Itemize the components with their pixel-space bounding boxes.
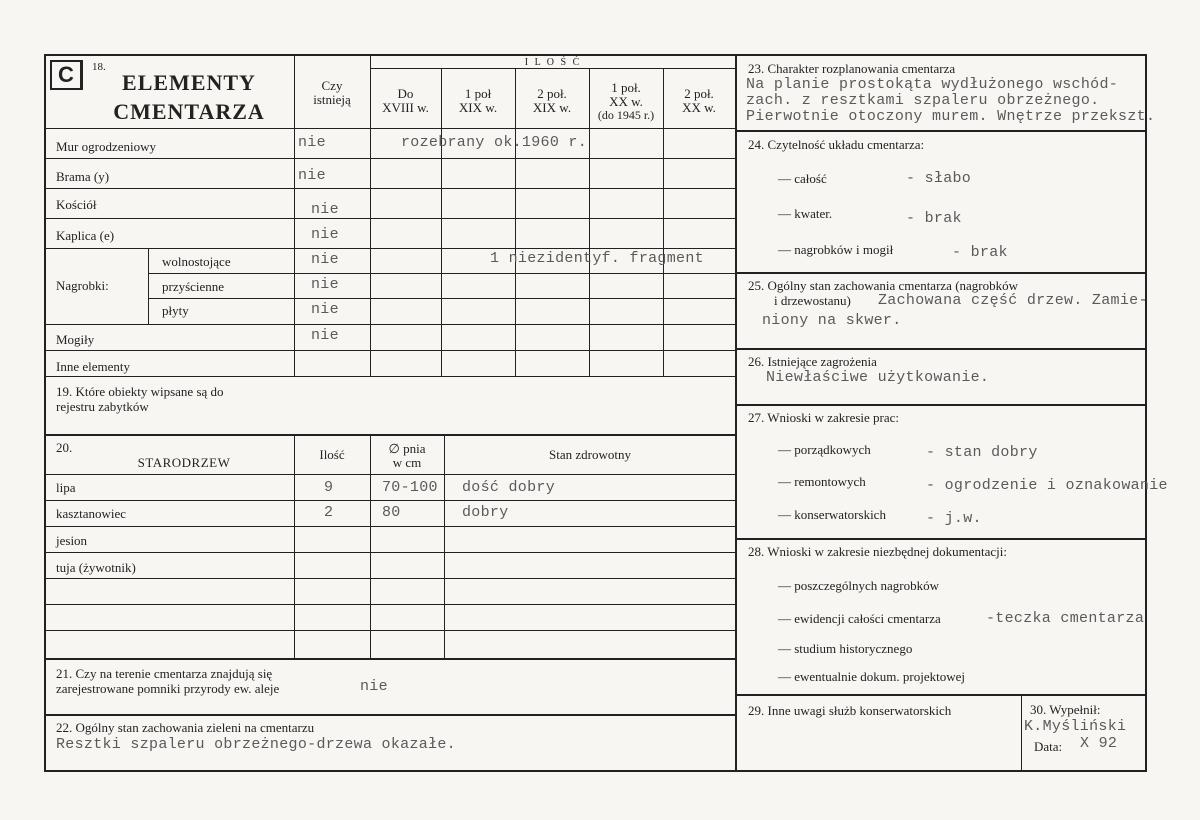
block24-value2: - brak bbox=[906, 210, 962, 227]
line bbox=[294, 435, 295, 658]
block25-answer2: niony na skwer. bbox=[762, 312, 902, 329]
value-wolnostojace: nie bbox=[311, 251, 339, 268]
block20-title: STARODRZEW bbox=[137, 455, 231, 470]
row-brama: Brama (y) bbox=[56, 169, 110, 184]
line bbox=[44, 350, 736, 351]
block30-label: 30. Wypełnił: bbox=[1030, 702, 1101, 717]
block28-item1: — poszczególnych nagrobków bbox=[778, 578, 940, 593]
line bbox=[444, 435, 445, 658]
line bbox=[44, 604, 736, 605]
frame-right bbox=[1145, 54, 1147, 772]
column-divider bbox=[735, 54, 737, 772]
value-kaplica: nie bbox=[311, 226, 339, 243]
col5-b: XX w. bbox=[682, 100, 716, 115]
line bbox=[44, 188, 736, 189]
lipa-pien: 70-100 bbox=[382, 479, 438, 496]
col-pnia-2: w cm bbox=[392, 455, 422, 470]
block20-number: 20. bbox=[56, 440, 73, 455]
line bbox=[44, 158, 736, 159]
lipa-ilosc: 9 bbox=[324, 479, 334, 496]
line bbox=[736, 272, 1146, 274]
block28-item3: — studium historycznego bbox=[778, 641, 913, 656]
block25-line1: 25. Ogólny stan zachowania cmentarza (nagrobków bbox=[748, 278, 1019, 293]
block30-name: K.Myśliński bbox=[1024, 718, 1127, 735]
block27-label: 27. Wnioski w zakresie prac: bbox=[748, 410, 900, 425]
block26-label: 26. Istniejące zagrożenia bbox=[748, 354, 877, 369]
col3-a: 2 poł. bbox=[537, 86, 567, 101]
value-kosciol: nie bbox=[311, 201, 339, 218]
value-przyscienne: nie bbox=[311, 276, 339, 293]
block18-title-2: CMENTARZA bbox=[113, 99, 265, 124]
block27-value3: - j.w. bbox=[926, 510, 982, 527]
czy-istnieja-2: istnieją bbox=[313, 92, 351, 107]
ilosc-header: I L O Ś Ć bbox=[524, 57, 582, 68]
line bbox=[148, 298, 736, 299]
block23-text2: zach. z resztkami szpaleru obrzeżnego. bbox=[746, 92, 1100, 109]
row-plyty: płyty bbox=[162, 303, 189, 318]
line bbox=[44, 526, 736, 527]
block30-date-label: Data: bbox=[1034, 739, 1063, 754]
col-pnia-1: ∅ pnia bbox=[388, 441, 426, 456]
row-inne: Inne elementy bbox=[56, 359, 130, 374]
block24-item3: — nagrobków i mogił bbox=[778, 242, 894, 257]
inventory-card bbox=[44, 54, 1168, 772]
block22-label: 22. Ogólny stan zachowania zieleni na cmentarzu bbox=[56, 720, 315, 735]
frame-bottom bbox=[44, 770, 1147, 772]
tree-lipa: lipa bbox=[56, 480, 76, 495]
block18-title-1: ELEMENTY bbox=[122, 70, 256, 95]
block29-label: 29. Inne uwagi służb konserwatorskich bbox=[748, 703, 952, 718]
section-letter: C bbox=[50, 60, 83, 90]
block19-line1: 19. Które obiekty wipsane są do bbox=[56, 384, 224, 399]
block28-label: 28. Wnioski w zakresie niezbędnej dokumentacji: bbox=[748, 544, 1007, 559]
col3-b: XIX w. bbox=[532, 100, 572, 115]
block30-date: X 92 bbox=[1080, 735, 1118, 752]
block19-line2: rejestru zabytków bbox=[56, 399, 149, 414]
tree-kasztanowiec: kasztanowiec bbox=[56, 506, 127, 521]
line bbox=[736, 694, 1146, 696]
lipa-stan: dość dobry bbox=[462, 479, 556, 496]
block28-value2: -teczka cmentarza bbox=[986, 610, 1145, 627]
row-nagrobki: Nagrobki: bbox=[56, 278, 109, 293]
col4-c: (do 1945 r.) bbox=[597, 108, 655, 122]
block27-value1: - stan dobry bbox=[926, 444, 1038, 461]
block23-label: 23. Charakter rozplanowania cmentarza bbox=[748, 61, 956, 76]
value-mogily: nie bbox=[311, 327, 339, 344]
line bbox=[148, 273, 736, 274]
col2-b: XIX w. bbox=[458, 100, 498, 115]
block23-text1: Na planie prostokąta wydłużonego wschód- bbox=[746, 76, 1119, 93]
line bbox=[44, 376, 736, 377]
note-mur: rozebrany ok.1960 r. bbox=[401, 134, 588, 151]
line bbox=[736, 404, 1146, 406]
block27-value2: - ogrodzenie i oznakowanie bbox=[926, 477, 1168, 494]
czy-istnieja-1: Czy bbox=[321, 78, 343, 93]
frame-left bbox=[44, 54, 46, 772]
line bbox=[44, 714, 736, 716]
block27-item2: — remontowych bbox=[778, 474, 866, 489]
block24-value3: - brak bbox=[952, 244, 1008, 261]
note-fragment: 1 niezidentyf. fragment bbox=[490, 250, 704, 267]
block21-answer: nie bbox=[360, 678, 388, 695]
row-kosciol: Kościół bbox=[56, 197, 97, 212]
line bbox=[736, 348, 1146, 350]
row-mogily: Mogiły bbox=[56, 332, 95, 347]
line bbox=[736, 538, 1146, 540]
line bbox=[44, 128, 736, 129]
line bbox=[736, 130, 1146, 132]
line bbox=[44, 434, 736, 436]
line bbox=[44, 578, 736, 579]
col1-a: Do bbox=[397, 86, 414, 101]
block28-item2: — ewidencji całości cmentarza bbox=[778, 611, 941, 626]
value-mur: nie bbox=[298, 134, 326, 151]
block27-item3: — konserwatorskich bbox=[778, 507, 886, 522]
col2-a: 1 poł bbox=[464, 86, 492, 101]
tree-tuja: tuja (żywotnik) bbox=[56, 560, 136, 575]
row-wolnostojace: wolnostojące bbox=[162, 254, 231, 269]
line bbox=[44, 658, 736, 660]
line bbox=[44, 630, 736, 631]
line bbox=[1021, 695, 1022, 771]
line bbox=[370, 435, 371, 658]
block25-line2: i drzewostanu) bbox=[774, 293, 851, 308]
line bbox=[148, 248, 149, 324]
value-brama: nie bbox=[298, 167, 326, 184]
col4-a: 1 poł. bbox=[611, 80, 641, 95]
col4-b: XX w. bbox=[609, 94, 643, 109]
block25-answer1: Zachowana część drzew. Zamie- bbox=[878, 292, 1148, 309]
row-mur: Mur ogrodzeniowy bbox=[56, 139, 157, 154]
block18-number: 18. bbox=[92, 61, 106, 73]
row-przyscienne: przyścienne bbox=[162, 279, 225, 294]
block27-item1: — porządkowych bbox=[778, 442, 871, 457]
block23-text3: Pierwotnie otoczony murem. Wnętrze przekszt. bbox=[746, 108, 1156, 125]
col-ilosc: Ilość bbox=[319, 447, 345, 462]
block21-line2: zarejestrowane pomniki przyrody ew. aleje bbox=[56, 681, 280, 696]
line bbox=[44, 500, 736, 501]
tree-jesion: jesion bbox=[56, 533, 88, 548]
block24-item2: — kwater. bbox=[778, 206, 833, 221]
kasztanowiec-ilosc: 2 bbox=[324, 504, 334, 521]
line bbox=[44, 324, 736, 325]
block24-item1: — całość bbox=[778, 171, 827, 186]
block24-label: 24. Czytelność układu cmentarza: bbox=[748, 137, 925, 152]
block22-answer: Resztki szpaleru obrzeżnego-drzewa okazałe. bbox=[56, 736, 456, 753]
block21-line1: 21. Czy na terenie cmentarza znajdują się bbox=[56, 666, 273, 681]
line bbox=[44, 474, 736, 475]
block24-value1: - słabo bbox=[906, 170, 972, 187]
col-stan: Stan zdrowotny bbox=[549, 447, 631, 462]
col5-a: 2 poł. bbox=[684, 86, 714, 101]
line bbox=[44, 218, 736, 219]
col1-b: XVIII w. bbox=[382, 100, 429, 115]
block28-item4: — ewentualnie dokum. projektowej bbox=[778, 669, 966, 684]
row-kaplica: Kaplica (e) bbox=[56, 228, 115, 243]
kasztanowiec-pien: 80 bbox=[382, 504, 401, 521]
line bbox=[44, 552, 736, 553]
value-plyty: nie bbox=[311, 301, 339, 318]
kasztanowiec-stan: dobry bbox=[462, 504, 509, 521]
block26-answer: Niewłaściwe użytkowanie. bbox=[766, 369, 990, 386]
